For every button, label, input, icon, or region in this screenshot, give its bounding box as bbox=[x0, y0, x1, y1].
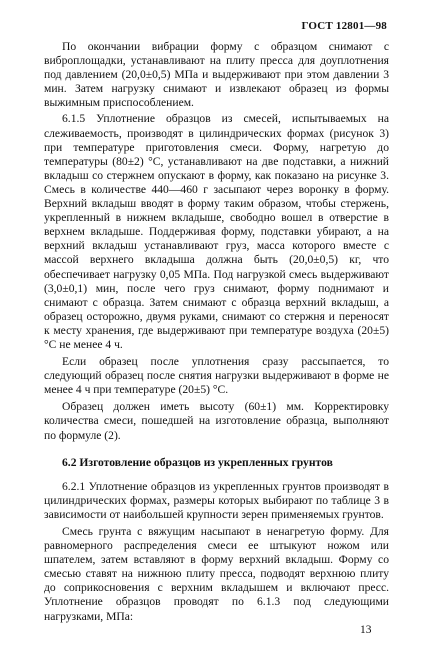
paragraph: По окончании вибрации форму с образцом снимают с виброплощадки, устанавливают на плиту пресса для доуплотнения под давлением (20,0±0,5) МПа и выдерживают при этом давлении 3 мин. Затем нагрузку снимают и извлекают образец из формы выжимным приспособлением. bbox=[44, 40, 389, 110]
paragraph: Образец должен иметь высоту (60±1) мм. Корректировку количества смеси, пошедшей на изготовление образца, выполняют по формуле (2). bbox=[44, 400, 389, 442]
page-header: ГОСТ 12801—98 bbox=[301, 20, 387, 32]
paragraph: Если образец после уплотнения сразу рассыпается, то следующий образец после снятия нагрузки выдерживают в форме не менее 4 ч при температуре (20±5) °С. bbox=[44, 355, 389, 397]
paragraph: Смесь грунта с вяжущим насыпают в ненагретую форму. Для равномерного распределения смеси ее штыкуют ножом или шпателем, затем вставляют в форму верхний вкладыш. Форму со смесью ставят на нижнюю плиту пресса, подводят верхнюю плиту до соприкосновения с верхним вкладышем и включают пресс. Уплотнение образцов проводят по 6.1.3 под следующими нагрузками, МПа: bbox=[44, 525, 389, 623]
section-heading: 6.2 Изготовление образцов из укрепленных грунтов bbox=[62, 455, 333, 469]
paragraph: 6.1.5 Уплотнение образцов из смесей, испытываемых на слеживаемость, производят в цилиндрических формах (рисунок 3) при температуре приготовления смеси. Форму, нагретую до температуры (80±2) °С, устанавливают на две подставки, а нижний вкладыш со стержнем опускают в форму, как показано на рисунке 3. Смесь в количестве 440—460 г засыпают через воронку в форму. Верхний вкладыш вводят в форму таким образом, чтобы стержень, укрепленный в нижнем вкладыше, свободно вошел в отверстие в верхнем вкладыше. Поддерживая форму, подставки убирают, а на верхний вкладыш устанавливают груз, масса которого вместе с массой верхнего вкладыша должна быть (20,0±0,5) кг, что обеспечивает нагрузку 0,05 МПа. Под нагрузкой смесь выдерживают (3,0±0,1) мин, после чего груз снимают, форму поднимают и снимают с образца. Затем снимают с образца верхний вкладыш, а образец осторожно, двумя руками, снимают со стержня и переносят к месту хранения, где выдерживают при температуре воздуха (20±5) °С не менее 4 ч. bbox=[44, 112, 389, 351]
document-body bbox=[44, 40, 389, 624]
page-number: 13 bbox=[360, 624, 372, 636]
paragraph: 6.2.1 Уплотнение образцов из укрепленных грунтов производят в цилиндрических формах, размеры которых выбирают по таблице 3 в зависимости от наибольшей крупности зерен применяемых грунтов. bbox=[44, 479, 389, 521]
